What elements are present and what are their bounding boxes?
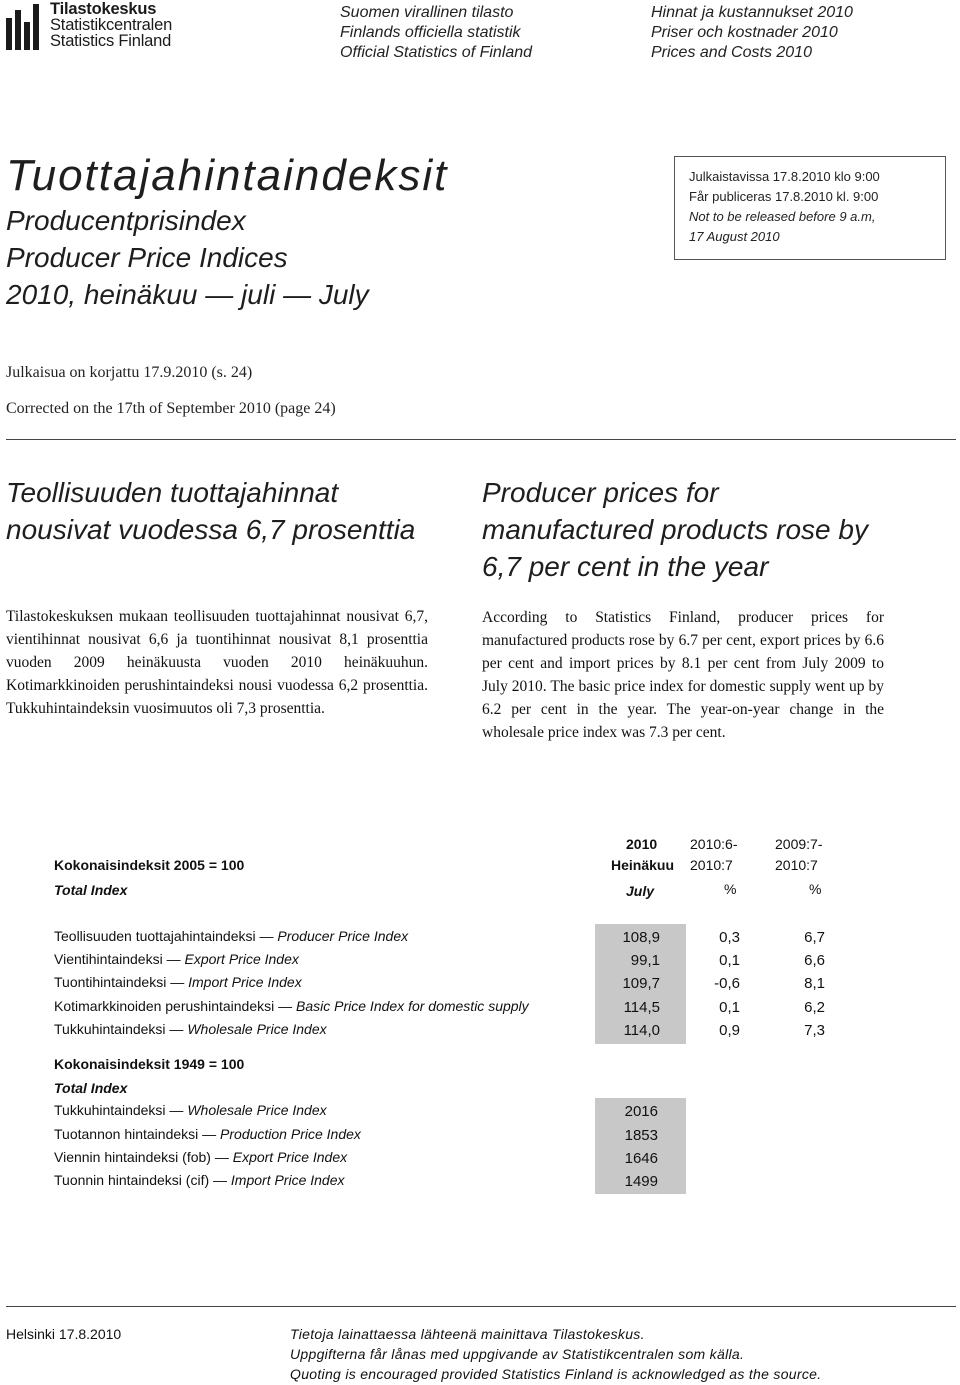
footer-divider: [6, 1306, 956, 1307]
title-sub-en: Producer Price Indices: [6, 242, 288, 273]
table-row-label: [54, 1021, 327, 1037]
row-value: 99,1: [630, 952, 660, 969]
row-label-fi: Tuontihintaindeksi —: [54, 974, 189, 990]
row-value: 1499: [624, 1173, 658, 1190]
row-value: 1853: [624, 1127, 658, 1144]
row-label-fi: Teollisuuden tuottajahintaindeksi —: [54, 928, 278, 944]
table-row-label: [54, 1102, 327, 1118]
row-monthly-change: 0,1: [719, 999, 740, 1016]
row-label-fi: Viennin hintaindeksi (fob) —: [54, 1149, 233, 1165]
series-header: Hinnat ja kustannukset 2010 Priser och kostnader 2010 Prices and Costs 2010: [651, 4, 853, 61]
row-value: 2016: [624, 1103, 658, 1120]
headline-fi: Teollisuuden tuottajahinnat nousivat vuodessa 6,7 prosenttia: [6, 477, 416, 545]
row-value: 114,0: [623, 1022, 660, 1039]
row-label-fi: Vientihintaindeksi —: [54, 951, 185, 967]
row-label-fi: Tukkuhintaindeksi —: [54, 1102, 188, 1118]
col-monthly-period: 2010:7: [690, 857, 733, 873]
logo-text: Tilastokeskus Statistikcentralen Statistics Finland: [50, 0, 173, 50]
body-en: According to Statistics Finland, producer prices for manufactured products rose by 6.7 per cent, export prices by 6.6 per cent and import prices by 8.1 per cent from July 2009 to July 2010. The basic price index for domestic supply went up by 6.2 per cent in the year. The year-on-year change in the wholesale price index was 7.3 per cent.: [482, 609, 884, 741]
row-value: 109,7: [622, 975, 660, 992]
row-label-fi: Tukkuhintaindeksi —: [54, 1021, 188, 1037]
row-label-en: Export Price Index: [232, 1149, 348, 1165]
table-row-label: [54, 1126, 361, 1142]
table-row-label: [54, 1172, 345, 1188]
table-row-label: [54, 974, 302, 990]
release-en-date: 17 August 2010: [689, 229, 780, 244]
col-monthly-unit: %: [724, 881, 737, 897]
col-annual-change: 2009:7-: [775, 836, 823, 852]
row-annual-change: 7,3: [804, 1022, 825, 1039]
release-fi: Julkaistavissa 17.8.2010 klo 9:00: [689, 169, 880, 184]
row-monthly-change: 0,1: [719, 952, 740, 969]
row-label-en: Producer Price Index: [277, 928, 409, 944]
row-value: 114,5: [623, 999, 660, 1016]
row-label-fi: Tuonnin hintaindeksi (cif) —: [54, 1172, 231, 1188]
release-en: Not to be released before 9 a.m,: [689, 209, 876, 224]
body-fi: Tilastokeskuksen mukaan teollisuuden tuottajahinnat nousivat 6,7, vientihinnat nousivat 6,6 ja tuontihinnat nousivat 8,1 prosenttia vuoden 2009 heinäkuusta vuoden 2010 heinäkuuhun. Kotimarkkinoiden perushintaindeksi nousi vuodessa 6,2 prosenttia. Tukkuhintaindeksin vuosimuutos oli 7,3 prosenttia.: [6, 608, 428, 717]
row-label-fi: Kotimarkkinoiden perushintaindeksi —: [54, 998, 297, 1014]
row-annual-change: 6,7: [804, 929, 825, 946]
footer-copyright: Tietoja lainattaessa lähteenä mainittava Tilastokeskus. Uppgifterna får lånas med uppgivande av Statistikcentralen som källa. Quoting is encouraged provided Statistics Finland is acknowledged as the source.: [290, 1326, 822, 1382]
row-monthly-change: -0,6: [714, 975, 740, 992]
section-title-1949: Kokonaisindeksit 1949 = 100: [54, 1056, 245, 1072]
row-monthly-change: 0,3: [719, 929, 740, 946]
row-label-en: Import Price Index: [188, 974, 302, 990]
table-row-label: [54, 998, 529, 1014]
table-row-label: [54, 951, 299, 967]
release-sv: Får publiceras 17.8.2010 kl. 9:00: [689, 189, 879, 204]
col-annual-period: 2010:7: [775, 857, 818, 873]
row-value: 1646: [624, 1150, 658, 1167]
row-annual-change: 8,1: [804, 975, 825, 992]
section-subtitle-1949: Total Index: [54, 1080, 128, 1096]
headline-en: Producer prices for manufactured products rose by 6,7 per cent in the year: [482, 477, 868, 582]
section-subtitle-2005: Total Index: [54, 882, 128, 898]
row-monthly-change: 0,9: [719, 1022, 740, 1039]
col-monthly-change: 2010:6-: [690, 836, 738, 852]
row-label-en: Wholesale Price Index: [187, 1021, 327, 1037]
table-row-label: [54, 928, 408, 944]
official-statistics-header: Suomen virallinen tilasto Finlands officiella statistik Official Statistics of Finland: [340, 4, 533, 61]
title-sub-sv: Producentprisindex: [6, 205, 246, 236]
table-row-label: [54, 1149, 347, 1165]
col-month-en: July: [626, 883, 655, 899]
row-label-en: Wholesale Price Index: [187, 1102, 327, 1118]
row-annual-change: 6,6: [804, 952, 825, 969]
title-main: Tuottajahintaindeksit: [6, 151, 449, 200]
correction-note-fi: Julkaisua on korjattu 17.9.2010 (s. 24): [6, 364, 253, 381]
row-label-en: Production Price Index: [220, 1126, 361, 1142]
col-month-fi: Heinäkuu: [611, 857, 675, 873]
section-title-2005: Kokonaisindeksit 2005 = 100: [54, 857, 245, 873]
row-label-en: Basic Price Index for domestic supply: [296, 998, 529, 1014]
col-year: 2010: [626, 836, 658, 852]
footer-place-date: Helsinki 17.8.2010: [6, 1326, 122, 1342]
col-annual-unit: %: [809, 881, 822, 897]
row-label-fi: Tuotannon hintaindeksi —: [54, 1126, 221, 1142]
row-annual-change: 6,2: [804, 999, 825, 1016]
correction-note-en: Corrected on the 17th of September 2010 (page 24): [6, 400, 336, 417]
row-value: 108,9: [622, 929, 660, 946]
title-period: 2010, heinäkuu — juli — July: [6, 279, 369, 310]
row-label-en: Export Price Index: [184, 951, 299, 967]
row-label-en: Import Price Index: [230, 1172, 345, 1188]
